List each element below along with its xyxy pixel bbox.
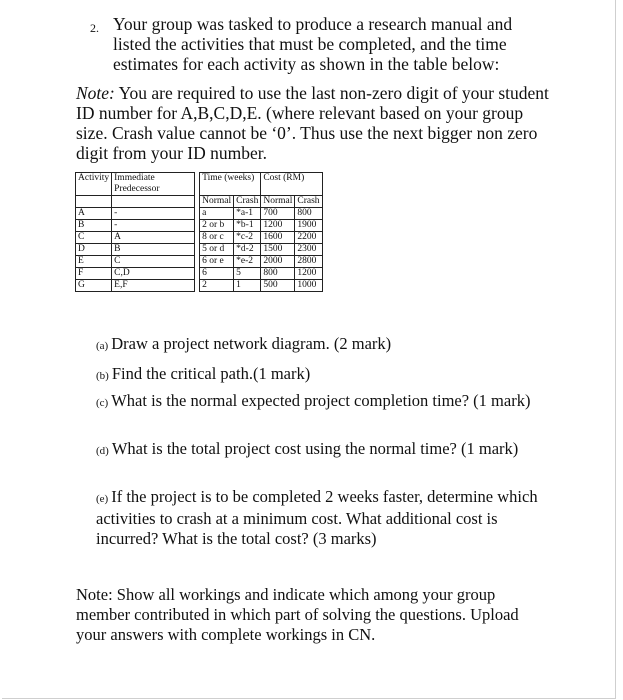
subquestion-b: (b) Find the critical path.(1 mark) bbox=[96, 364, 311, 383]
table-row: C A 8 or c *c-2 1600 2200 bbox=[76, 232, 323, 244]
note-label: Note: bbox=[76, 83, 115, 103]
time-normal-header: Normal bbox=[200, 196, 234, 208]
cost-crash-header: Crash bbox=[295, 196, 322, 208]
time-header: Time (weeks) bbox=[200, 173, 261, 196]
table-row: A - a *a-1 700 800 bbox=[76, 208, 323, 220]
table-header-row bbox=[76, 173, 323, 196]
subquestion-e: (e) If the project is to be completed 2 weeks faster, determine which activities to crash at a minimum cost. What additional cost is incurred? What is the total cost? (3 marks) bbox=[96, 487, 538, 548]
table-row: G E,F 2 1 500 1000 bbox=[76, 280, 323, 292]
cost-header: Cost (RM) bbox=[261, 173, 322, 196]
time-crash-header: Crash bbox=[234, 196, 261, 208]
predecessor-header: Immediate Predecessor bbox=[112, 173, 195, 196]
note-text: You are required to use the last non-zero digit of your student ID number for A,B,C,D,E. (where relevant based on your group size. Crash value cannot be ‘0’. Thus use the next bigger non zero digit from your ID number. bbox=[76, 83, 549, 163]
activity-header: Activity bbox=[76, 173, 112, 196]
table-row: E C 6 or e *e-2 2000 2800 bbox=[76, 256, 323, 268]
table-row: F C,D 6 5 800 1200 bbox=[76, 268, 323, 280]
question-number: 2. bbox=[90, 21, 99, 35]
cost-normal-header: Normal bbox=[261, 196, 295, 208]
question-text: Your group was tasked to produce a research manual and listed the activities that must be completed, and the time estimates for each activity as shown in the table below: bbox=[113, 14, 513, 74]
id-note bbox=[76, 83, 556, 163]
subquestion-d: (d) What is the total project cost using the normal time? (1 mark) bbox=[96, 439, 519, 458]
table-row: B - 2 or b *b-1 1200 1900 bbox=[76, 220, 323, 232]
table-row: D B 5 or d *d-2 1500 2300 bbox=[76, 244, 323, 256]
question-2 bbox=[90, 14, 530, 74]
submission-note: Note: Show all workings and indicate which among your group member contributed in which part of solving the questions. Upload your answers with complete workings in CN. bbox=[76, 585, 519, 644]
subquestion-c: (c) What is the normal expected project completion time? (1 mark) bbox=[96, 391, 531, 410]
subquestion-a: (a) Draw a project network diagram. (2 mark) bbox=[96, 334, 392, 353]
activity-table bbox=[75, 172, 323, 292]
table-subheader-row bbox=[76, 196, 323, 208]
